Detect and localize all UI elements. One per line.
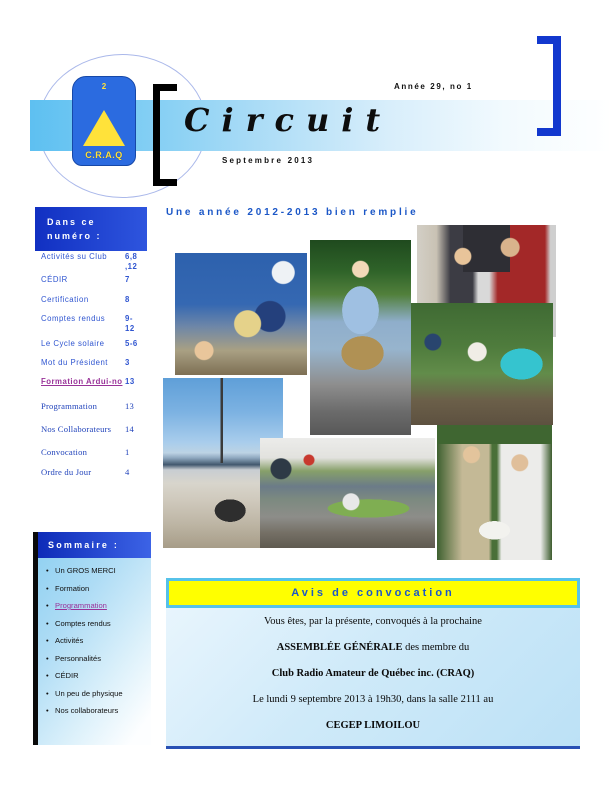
- sommaire-item-label: Nos collaborateurs: [55, 706, 119, 715]
- toc-entry: [41, 424, 159, 434]
- avis-body: [166, 608, 580, 749]
- sommaire-link-programmation[interactable]: Programmation: [55, 601, 107, 610]
- sommaire-item-label: Un peu de physique: [55, 688, 123, 698]
- left-bracket-icon: [153, 84, 177, 186]
- bullet-icon: [46, 690, 55, 699]
- toc-entry: [41, 275, 159, 285]
- avis-line: Le lundi 9 septembre 2013 à 19h30, dans la salle 2111 au: [252, 694, 494, 705]
- photo-man-bottle: [310, 240, 411, 435]
- bullet-icon: [46, 567, 55, 576]
- bullet-icon: [46, 707, 55, 716]
- bullet-icon: [46, 620, 55, 629]
- avis-line: Club Radio Amateur de Québec inc. (CRAQ): [271, 668, 475, 679]
- sommaire-list: [38, 558, 151, 716]
- avis-line-rest: des membre du: [402, 642, 470, 653]
- logo-label: C.R.A.Q: [85, 150, 123, 160]
- toc-entry: [41, 314, 159, 334]
- toc-entry-label: Comptes rendus: [41, 314, 106, 323]
- photo-family-picnic: [410, 303, 553, 425]
- sommaire-item-programmation: [46, 602, 147, 611]
- sommaire-item: [46, 567, 147, 576]
- sommaire-item-label: Activités: [55, 636, 84, 645]
- avis-line: CEGEP LIMOILOU: [325, 720, 421, 731]
- toc-entry: [41, 467, 159, 477]
- newsletter-title: Circuit: [184, 101, 393, 139]
- toc-entry-label: Activités su Club: [41, 252, 108, 261]
- toc-entry-page: 8: [125, 295, 130, 304]
- toc-entry-label: CÉDIR: [41, 275, 68, 284]
- photo-certificate-men: [437, 425, 552, 560]
- sommaire-item: [46, 655, 147, 664]
- toc-header-line1: Dans ce: [47, 217, 96, 227]
- toc-entry-label: Ordre du Jour: [41, 467, 92, 477]
- sommaire-item: [46, 620, 147, 629]
- toc-header: [35, 207, 147, 251]
- sommaire-item: [46, 585, 147, 594]
- avis-title: Avis de convocation: [166, 578, 580, 608]
- bullet-icon: [46, 637, 55, 646]
- sommaire-item-label: CÉDIR: [55, 671, 79, 680]
- sommaire-item: [46, 672, 147, 681]
- bullet-icon: [46, 585, 55, 594]
- logo-number: 2: [101, 82, 107, 91]
- toc-entry: [41, 339, 159, 349]
- sommaire-item-label: Formation: [55, 583, 90, 593]
- toc-link-formation-arduino[interactable]: Formation Ardui-no: [41, 377, 123, 386]
- toc-entry-formation-arduino: [41, 377, 159, 387]
- toc-entry-page: 13: [125, 401, 134, 411]
- toc-entry-label: Programmation: [41, 401, 98, 411]
- photo-group-activity: [175, 253, 307, 375]
- bullet-icon: [46, 672, 55, 681]
- sommaire-header: Sommaire :: [38, 532, 151, 558]
- toc-entry: [41, 358, 159, 368]
- toc-entry-page: 14: [125, 424, 134, 434]
- avis-line: [172, 642, 574, 654]
- sommaire-item: [46, 637, 147, 646]
- right-bracket-icon: [537, 36, 561, 136]
- avis-line: Vous êtes, par la présente, convoqués à la prochaine: [264, 616, 482, 627]
- toc-entry-label: Convocation: [41, 447, 88, 457]
- article-heading: Une année 2012-2013 bien remplie: [166, 207, 419, 218]
- toc-entry-page: 4: [125, 467, 130, 477]
- avis-convocation-box: [166, 578, 580, 749]
- toc-entry-page: 13: [125, 377, 135, 386]
- sommaire-item-label: Un GROS MERCI: [55, 566, 116, 575]
- toc-entry-label: Certification: [41, 295, 89, 304]
- toc-entry-page: 3: [125, 358, 130, 367]
- bullet-icon: [46, 602, 55, 611]
- toc-entry-label: Nos Collaborateurs: [41, 424, 112, 434]
- toc-header-line2: numéro :: [47, 231, 102, 241]
- toc-entry-page: 7: [125, 275, 130, 284]
- avis-line-bold: ASSEMBLÉE GÉNÉRALE: [276, 642, 403, 653]
- toc-entry-page: 5-6: [125, 339, 138, 348]
- issue-date: Septembre 2013: [222, 156, 315, 165]
- toc-entry: [41, 401, 159, 411]
- sommaire-item: [46, 707, 147, 716]
- sommaire-item: [46, 690, 147, 699]
- toc-entry-page: 6,8 ,12: [125, 252, 138, 271]
- toc-entry-label: Mot du Président: [41, 358, 108, 367]
- sommaire-item-label: Personnalités: [55, 653, 102, 663]
- toc-entry-page: 1: [125, 447, 130, 457]
- issue-number: Année 29, no 1: [394, 82, 473, 91]
- toc-entry-page: 9- 12: [125, 314, 135, 333]
- toc-entry-label: Le Cycle solaire: [41, 339, 105, 348]
- sommaire-box: [33, 532, 151, 745]
- craq-logo: [72, 76, 136, 166]
- sommaire-item-label: Comptes rendus: [55, 618, 111, 628]
- toc-entry: [41, 295, 159, 305]
- toc-entry: [41, 252, 159, 272]
- photo-corn-table: [260, 438, 435, 548]
- logo-triangle-icon: [83, 110, 125, 146]
- bullet-icon: [46, 655, 55, 664]
- toc-entry: [41, 447, 159, 457]
